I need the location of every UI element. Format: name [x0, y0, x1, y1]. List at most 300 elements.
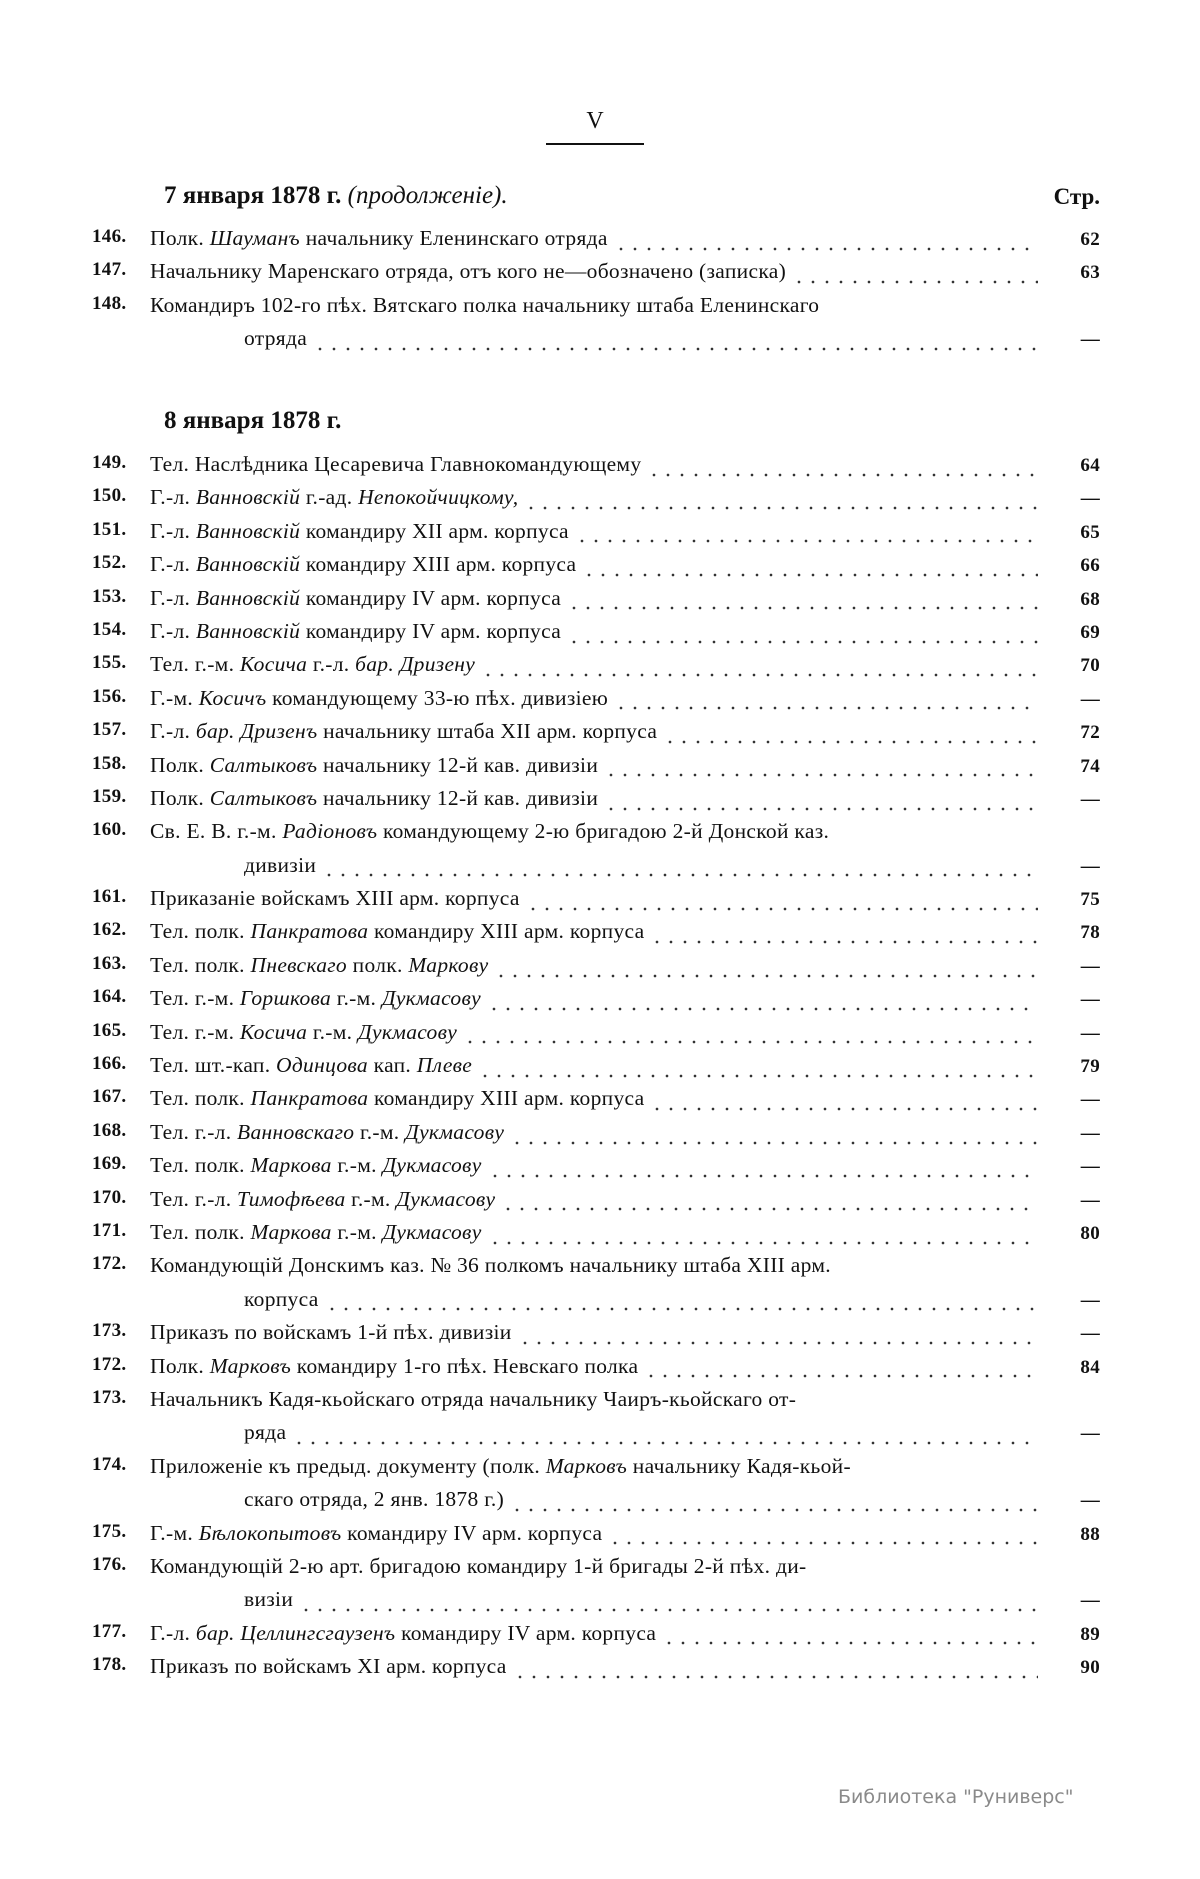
title-text: командующему 2-ю бригадою 2-й Донской каз.	[377, 819, 830, 844]
entry-page: —	[1080, 1089, 1100, 1111]
title-text: командиру XII арм. корпуса	[300, 518, 569, 543]
title-text: Г.-м.	[150, 685, 199, 710]
entry-title	[150, 226, 608, 251]
title-text: кап.	[367, 1053, 417, 1078]
title-text: Командиръ 102-го пѣх. Вятскаго полка начальнику штаба Еленинскаго	[150, 292, 820, 317]
dot-leader	[488, 1241, 1038, 1245]
dot-leader	[478, 1074, 1038, 1078]
entry-page: —	[1080, 1156, 1100, 1178]
title-text: начальнику 12-й кав. дивизіи	[317, 785, 599, 810]
dot-leader	[662, 1641, 1038, 1645]
entry-number: 170.	[92, 1186, 127, 1208]
entry-title	[150, 293, 819, 318]
entry-page: 62	[1080, 229, 1100, 250]
toc-entry	[0, 1521, 1200, 1554]
toc-entry	[0, 986, 1200, 1019]
title-text: командиру IV арм. корпуса	[395, 1620, 657, 1645]
entry-number: 175.	[92, 1520, 127, 1542]
toc-line	[0, 552, 1200, 585]
toc-entry	[0, 226, 1200, 259]
entry-title	[150, 1086, 644, 1111]
entry-page: 89	[1080, 1623, 1100, 1645]
toc-line	[0, 259, 1200, 292]
entry-number: 160.	[92, 819, 127, 841]
toc-line	[0, 326, 1200, 359]
dot-leader	[488, 1174, 1038, 1178]
dot-leader	[608, 1541, 1038, 1545]
entry-page: —	[1080, 1490, 1100, 1512]
toc-line	[0, 1587, 1200, 1620]
title-text: Приказаніе войскамъ XIII арм. корпуса	[150, 886, 520, 911]
title-text: Приказъ по войскамъ 1-й пѣх. дивизіи	[150, 1320, 512, 1345]
toc-line	[0, 1220, 1200, 1253]
person-name: Ванновскій	[195, 618, 301, 643]
entry-title	[150, 1153, 482, 1178]
entry-number: 171.	[92, 1219, 127, 1241]
entry-page: 64	[1080, 455, 1100, 476]
entry-number: 158.	[92, 752, 127, 774]
title-text: Тел. Наслѣдника Цесаревича Главнокомандующему	[150, 452, 642, 476]
title-text: Тел. г.-м.	[150, 652, 240, 677]
title-text: Г.-л.	[150, 585, 196, 610]
entry-title	[150, 1387, 796, 1412]
section-heading	[164, 407, 341, 435]
dot-leader	[313, 347, 1038, 351]
entry-number: 148.	[92, 292, 127, 314]
entry-title	[244, 1587, 293, 1612]
page-column-header: Стр.	[1053, 184, 1100, 209]
toc-line	[0, 686, 1200, 719]
toc-line	[0, 1320, 1200, 1353]
heading-date: 7 января 1878 г.	[164, 182, 342, 209]
title-text: командиру IV арм. корпуса	[300, 585, 562, 610]
toc-line	[0, 986, 1200, 1019]
title-text: Тел. полк.	[150, 919, 251, 944]
dot-leader	[614, 247, 1038, 251]
entry-number: 147.	[92, 259, 127, 281]
entry-number: 172.	[92, 1353, 127, 1375]
toc-entry	[0, 953, 1200, 986]
toc-line	[0, 953, 1200, 986]
toc-entry	[0, 1086, 1200, 1119]
toc-entry	[0, 1354, 1200, 1387]
person-name: Маркова	[250, 1153, 332, 1178]
toc-line	[0, 1187, 1200, 1220]
entry-title	[150, 819, 829, 844]
person-name: Салтыковъ	[209, 752, 318, 777]
person-name: бар. Целлингсгаузенъ	[195, 1620, 396, 1645]
person-name: Ванновскій	[195, 518, 301, 543]
toc-line	[0, 1387, 1200, 1420]
toc-entry	[0, 552, 1200, 585]
entry-number: 166.	[92, 1053, 127, 1075]
title-text: Начальнику Маренскаго отряда, отъ кого не—обозначено (записка)	[150, 259, 787, 284]
entry-title	[150, 786, 598, 811]
toc-line	[0, 619, 1200, 652]
dot-leader	[792, 280, 1038, 284]
toc-line	[0, 719, 1200, 752]
entry-number: 178.	[92, 1654, 127, 1676]
toc-entry	[0, 1320, 1200, 1353]
entry-title	[150, 886, 520, 911]
entry-page: —	[1080, 688, 1100, 710]
title-text: Г.-л.	[150, 719, 196, 744]
toc-entry	[0, 1554, 1200, 1621]
person-name: Шауманъ	[209, 226, 301, 250]
person-name: Дукмасову	[382, 1153, 482, 1178]
entry-title	[150, 753, 598, 778]
toc-entry	[0, 686, 1200, 719]
entry-title	[244, 326, 307, 351]
dot-leader	[582, 573, 1038, 577]
title-text: г.-м.	[331, 1219, 383, 1244]
dot-leader	[663, 740, 1038, 744]
dot-leader	[526, 907, 1038, 911]
toc-line	[0, 652, 1200, 685]
person-name: Салтыковъ	[209, 785, 318, 810]
person-name: Дукмасову	[381, 986, 481, 1011]
entry-page: —	[1080, 329, 1100, 351]
entry-number: 156.	[92, 685, 127, 707]
title-text: Тел. шт.-кап.	[150, 1053, 277, 1078]
title-text: скаго отряда, 2 янв. 1878 г.)	[244, 1487, 505, 1512]
entry-number: 177.	[92, 1620, 127, 1642]
person-name: Маркова	[250, 1219, 332, 1244]
title-text: Полк.	[150, 226, 210, 250]
toc-line	[0, 786, 1200, 819]
title-text: Командующій 2-ю арт. бригадою командиру 1-й бригады 2-й пѣх. ди-	[150, 1553, 807, 1578]
person-name: Марковъ	[209, 1353, 292, 1378]
title-text: Тел. полк.	[150, 1219, 251, 1244]
title-text: г.-л.	[307, 652, 356, 677]
toc-line	[0, 1053, 1200, 1086]
entry-page: 65	[1080, 521, 1100, 543]
dot-leader	[604, 807, 1038, 811]
entry-title	[150, 619, 561, 644]
title-text: командиру IV арм. корпуса	[300, 618, 562, 643]
toc-entry	[0, 1187, 1200, 1220]
dot-leader	[463, 1040, 1038, 1044]
title-text: г.-м.	[331, 986, 382, 1011]
title-text: Полк.	[150, 1353, 210, 1378]
toc-entry	[0, 719, 1200, 752]
entry-title	[150, 1220, 482, 1245]
person-name: Радіоновъ	[282, 819, 378, 844]
entry-page: 79	[1080, 1056, 1100, 1078]
title-text: Тел. г.-л.	[150, 1119, 238, 1144]
title-text: корпуса	[244, 1286, 319, 1311]
toc-entry	[0, 1454, 1200, 1521]
toc-line	[0, 819, 1200, 852]
title-text: г.-м.	[331, 1153, 383, 1178]
entry-page: 72	[1080, 722, 1100, 744]
toc-line	[0, 853, 1200, 886]
entry-number: 173.	[92, 1320, 127, 1342]
heading-note: (продолженіе).	[347, 182, 508, 209]
entry-title	[150, 1120, 504, 1145]
dot-leader	[650, 940, 1038, 944]
toc-line	[0, 1086, 1200, 1119]
dot-leader	[567, 606, 1038, 610]
entry-page: 69	[1080, 621, 1100, 643]
entry-title	[150, 452, 641, 477]
dot-leader	[325, 1307, 1038, 1311]
person-name: Дукмасову	[382, 1219, 482, 1244]
toc-line	[0, 1420, 1200, 1453]
toc-line	[0, 1354, 1200, 1387]
entry-title	[150, 552, 576, 577]
entry-title	[150, 485, 518, 510]
entry-number: 174.	[92, 1453, 127, 1475]
entry-page: 66	[1080, 555, 1100, 577]
title-text: Тел. г.-л.	[150, 1186, 238, 1211]
entry-title	[150, 1053, 472, 1078]
entry-title	[150, 1354, 638, 1379]
dot-leader	[501, 1207, 1038, 1211]
dot-leader	[524, 506, 1038, 510]
toc-section	[0, 226, 1200, 360]
title-text: Полк.	[150, 752, 210, 777]
title-text: г.-м.	[345, 1186, 397, 1211]
toc-line	[0, 919, 1200, 952]
toc-line	[0, 226, 1200, 259]
toc-entry	[0, 452, 1200, 485]
dot-leader	[494, 974, 1038, 978]
person-name: Пневскаго	[250, 952, 347, 977]
title-text: командиру 1-го пѣх. Невскаго полка	[291, 1353, 639, 1378]
title-text: Приказъ по войскамъ XI арм. корпуса	[150, 1654, 507, 1679]
entry-number: 154.	[92, 618, 127, 640]
toc-entry	[0, 619, 1200, 652]
toc-entry	[0, 1120, 1200, 1153]
entry-number: 159.	[92, 785, 127, 807]
entry-page: 80	[1080, 1222, 1100, 1244]
person-name: Тимофѣева	[237, 1186, 346, 1211]
person-name: Одинцова	[276, 1053, 368, 1078]
entry-page: 63	[1080, 262, 1100, 284]
title-text: Тел. полк.	[150, 1153, 251, 1178]
entry-title	[150, 686, 608, 711]
title-text: Тел. полк.	[150, 1086, 251, 1111]
entry-number: 153.	[92, 585, 127, 607]
title-text: Г.-л.	[150, 518, 196, 543]
entry-page: —	[1080, 1323, 1100, 1345]
dot-leader	[513, 1675, 1038, 1679]
dot-leader	[567, 640, 1038, 644]
toc-line	[0, 886, 1200, 919]
title-text: начальнику штаба XII арм. корпуса	[317, 719, 658, 744]
entry-page: —	[1080, 955, 1100, 977]
entry-title	[150, 1253, 831, 1278]
title-text: командующему 33-ю пѣх. дивизіею	[266, 685, 609, 710]
person-name: Косичъ	[198, 685, 267, 710]
toc-line	[0, 1454, 1200, 1487]
toc-line	[0, 1554, 1200, 1587]
entry-page: 88	[1080, 1523, 1100, 1545]
entry-title	[244, 1487, 504, 1512]
title-text: дивизіи	[244, 852, 317, 877]
entry-number: 151.	[92, 518, 127, 540]
dot-leader	[650, 1107, 1038, 1111]
dot-leader	[647, 473, 1038, 477]
entry-number: 152.	[92, 552, 127, 574]
title-text: командиру XIII арм. корпуса	[368, 1086, 645, 1111]
entry-number: 167.	[92, 1086, 127, 1108]
entry-page: —	[1080, 1022, 1100, 1044]
entry-number: 168.	[92, 1119, 127, 1141]
person-name: Маркову	[408, 952, 489, 977]
entry-title	[244, 1287, 319, 1312]
entry-title	[150, 1621, 656, 1646]
title-text: ряда	[244, 1420, 287, 1445]
entry-title	[150, 519, 569, 544]
entry-number: 162.	[92, 919, 127, 941]
toc-entry	[0, 1621, 1200, 1654]
person-name: Панкратова	[250, 1086, 369, 1111]
entry-number: 165.	[92, 1019, 127, 1041]
dot-leader	[510, 1508, 1038, 1512]
toc-entry	[0, 1253, 1200, 1320]
entry-number: 163.	[92, 952, 127, 974]
entry-title	[244, 853, 316, 878]
person-name: Плеве	[416, 1053, 473, 1078]
dot-leader	[644, 1374, 1038, 1378]
person-name: Бѣлокопытовъ	[198, 1520, 342, 1545]
person-name: бар. Дризенъ	[195, 719, 318, 744]
entry-number: 150.	[92, 485, 127, 507]
toc-section	[0, 452, 1200, 1687]
library-watermark: Библиотека "Руниверс"	[838, 1786, 1074, 1808]
title-text: Тел. г.-м.	[150, 1019, 240, 1044]
toc-line	[0, 452, 1200, 485]
toc-line	[0, 1654, 1200, 1687]
toc-line	[0, 1621, 1200, 1654]
person-name: Ванновскій	[195, 585, 301, 610]
person-name: Дукмасову	[396, 1186, 496, 1211]
entry-title	[150, 986, 481, 1011]
title-text: Командующій Донскимъ каз. № 36 полкомъ начальнику штаба XIII арм.	[150, 1253, 831, 1278]
page-number: V	[586, 108, 604, 134]
dot-leader	[322, 873, 1038, 877]
entry-number: 161.	[92, 886, 127, 908]
entry-page: —	[1080, 1122, 1100, 1144]
entry-title	[150, 586, 561, 611]
title-text: начальнику 12-й кав. дивизіи	[317, 752, 599, 777]
header-rule	[546, 143, 644, 145]
title-text: Г.-л.	[150, 618, 196, 643]
entry-number: 146.	[92, 226, 127, 247]
title-text: Св. Е. В. г.-м.	[150, 819, 283, 844]
dot-leader	[481, 673, 1038, 677]
dot-leader	[518, 1341, 1038, 1345]
title-text: Г.-л.	[150, 1620, 196, 1645]
toc-entry	[0, 485, 1200, 518]
heading-date: 8 января 1878 г.	[164, 407, 342, 434]
toc-line	[0, 753, 1200, 786]
title-text: визіи	[244, 1587, 294, 1612]
title-text: г.-м.	[307, 1019, 358, 1044]
toc-entry	[0, 819, 1200, 886]
entry-title	[244, 1420, 286, 1445]
title-text: Приложеніе къ предыд. документу (полк.	[150, 1453, 546, 1478]
entry-page: 68	[1080, 588, 1100, 610]
entry-page: —	[1080, 1590, 1100, 1612]
title-text: г.-м.	[354, 1119, 406, 1144]
entry-title	[150, 1454, 851, 1479]
title-text: полк.	[346, 952, 409, 977]
dot-leader	[510, 1141, 1038, 1145]
dot-leader	[604, 773, 1038, 777]
entry-page: 75	[1080, 889, 1100, 911]
toc-entry	[0, 652, 1200, 685]
toc-entry	[0, 293, 1200, 360]
entry-title	[150, 1320, 512, 1345]
title-text: Начальникъ Кадя-кьойскаго отряда начальнику Чаиръ-кьойскаго от-	[150, 1386, 797, 1411]
entry-page: —	[1080, 1289, 1100, 1311]
entry-title	[150, 1020, 457, 1045]
person-name: Ванновскій	[195, 485, 301, 510]
toc-line	[0, 1020, 1200, 1053]
entry-title	[150, 1521, 602, 1546]
person-name: Косича	[239, 1019, 308, 1044]
entry-page: —	[1080, 488, 1100, 510]
toc-line	[0, 1253, 1200, 1286]
person-name: Косича	[239, 652, 308, 677]
toc-entry	[0, 259, 1200, 292]
entry-page: 70	[1080, 655, 1100, 677]
title-text: Г.-л.	[150, 485, 196, 510]
person-name: бар. Дризену	[355, 652, 476, 677]
toc-line	[0, 1153, 1200, 1186]
toc-entry	[0, 586, 1200, 619]
entry-title	[150, 1654, 507, 1679]
entry-number: 176.	[92, 1553, 127, 1575]
entry-page: 84	[1080, 1356, 1100, 1378]
entry-page: 78	[1080, 922, 1100, 944]
entry-page: 90	[1080, 1657, 1100, 1679]
entry-title	[150, 719, 657, 744]
entry-number: 169.	[92, 1153, 127, 1175]
toc-line	[0, 293, 1200, 326]
entry-title	[150, 1187, 495, 1212]
entry-page: —	[1080, 1423, 1100, 1445]
entry-number: 149.	[92, 452, 127, 473]
title-text: Полк.	[150, 785, 210, 810]
toc-entry	[0, 1053, 1200, 1086]
dot-leader	[299, 1608, 1038, 1612]
entry-number: 155.	[92, 652, 127, 674]
person-name: Дукмасову	[358, 1019, 458, 1044]
toc-entry	[0, 919, 1200, 952]
person-name: Горшкова	[239, 986, 332, 1011]
toc-line	[0, 485, 1200, 518]
toc-line	[0, 1120, 1200, 1153]
toc-line	[0, 519, 1200, 552]
entry-title	[150, 953, 488, 978]
entry-page: 74	[1080, 755, 1100, 777]
toc-entry	[0, 886, 1200, 919]
person-name: Панкратова	[250, 919, 369, 944]
entry-number: 172.	[92, 1253, 127, 1275]
dot-leader	[487, 1007, 1038, 1011]
title-text: Г.-л.	[150, 552, 196, 577]
toc-line	[0, 1287, 1200, 1320]
toc-entry	[0, 1220, 1200, 1253]
toc-entry	[0, 1020, 1200, 1053]
person-name: Марковъ	[545, 1453, 628, 1478]
title-text: Г.-м.	[150, 1520, 199, 1545]
title-text: г.-ад.	[300, 485, 359, 510]
